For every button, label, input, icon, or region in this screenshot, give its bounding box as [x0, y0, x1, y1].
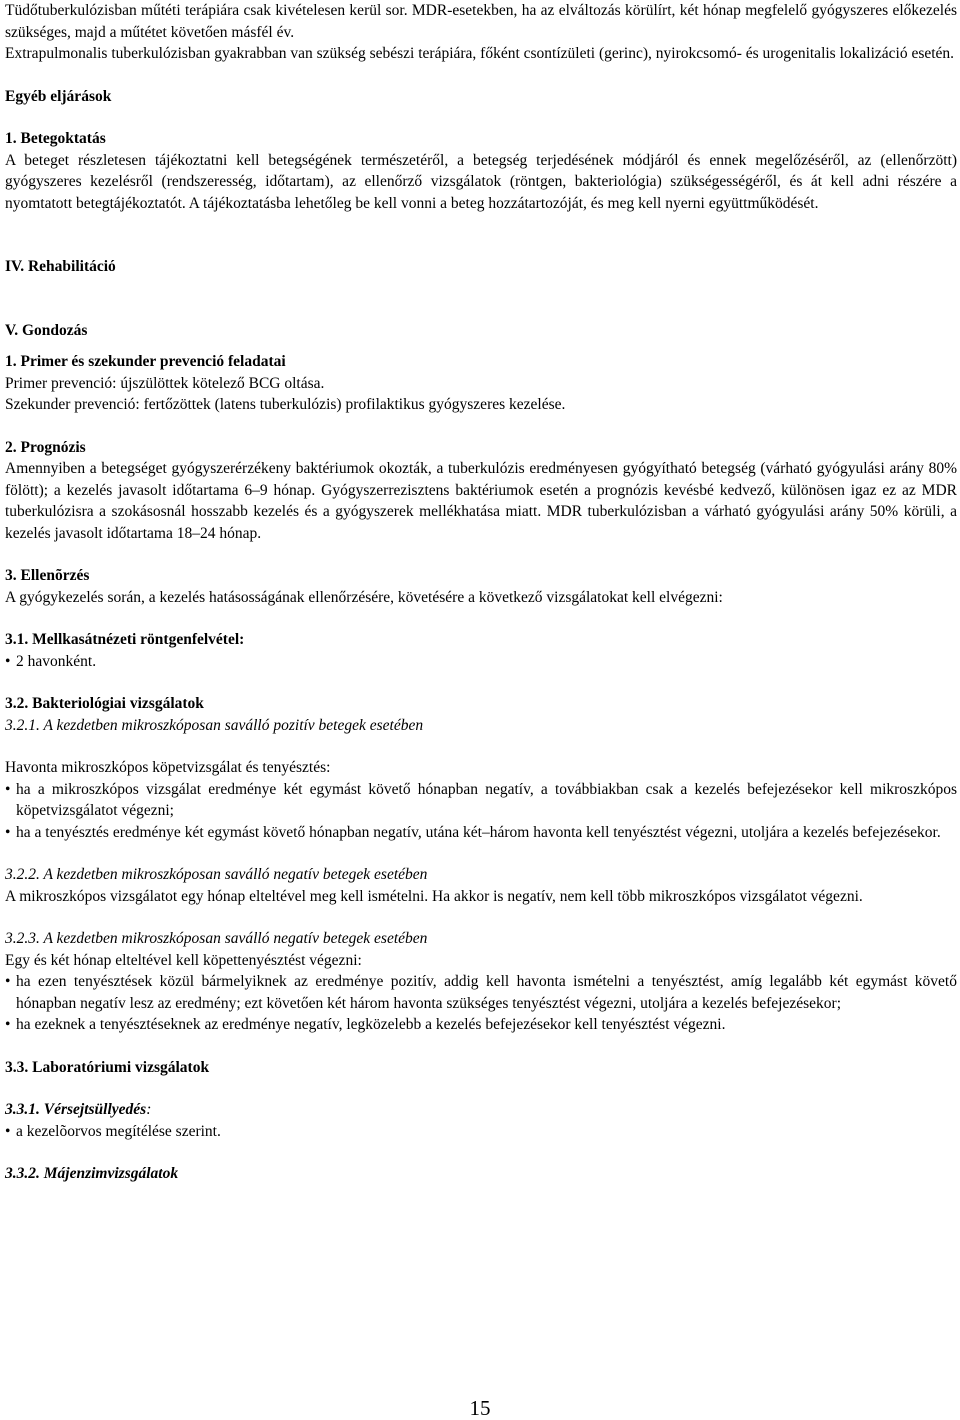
list-item: • ha a mikroszkópos vizsgálat eredménye két egymást követő hónapban negatív, a továbbiakban csak a kezelés befejezésekor kell mikroszkópos köpetvizsgálatot végezni; — [5, 779, 957, 822]
text-primary-prevention: Primer prevenció: újszülöttek kötelező BCG oltása. — [5, 374, 325, 392]
list-item: • 2 havonként. — [5, 651, 957, 673]
heading-bacteriology: 3.2. Bakteriológiai vizsgálatok — [5, 695, 204, 712]
heading-monitoring: 3. Ellenõrzés — [5, 567, 90, 584]
list-item: • a kezelõorvos megítélése szerint. — [5, 1121, 957, 1143]
paragraph-surgery-pulmonary: Tüdőtuberkulózisban műtéti terápiára csak kivételesen kerül sor. MDR-esetekben, ha az elváltozás körülírt, két hónap megfelelő gyógyszeres előkezelés szükséges, majd a műtétet követően másfél év. — [5, 2, 957, 41]
text-secondary-prevention: Szekunder prevenció: fertőzöttek (latens tuberkulózis) profilaktikus gyógyszeres kezelése. — [5, 396, 566, 413]
heading-smear-negative-1: 3.2.2. A kezdetben mikroszkóposan saválló negatív betegek esetében — [5, 866, 428, 883]
heading-patient-education: 1. Betegoktatás — [5, 130, 106, 147]
heading-smear-negative-2: 3.2.3. A kezdetben mikroszkóposan saválló negatív betegek esetében — [5, 930, 428, 947]
heading-prevention: 1. Primer és szekunder prevenció feladatai — [5, 353, 286, 370]
document-page — [5, 0, 957, 1185]
heading-chest-xray: 3.1. Mellkasátnézeti röntgenfelvétel: — [5, 631, 245, 648]
heading-smear-positive: 3.2.1. A kezdetben mikroszkóposan saválló pozitív betegek esetében — [5, 716, 424, 734]
text-monthly-exam: Havonta mikroszkópos köpetvizsgálat és tenyésztés: — [5, 759, 331, 776]
heading-other-procedures: Egyéb eljárások — [5, 87, 112, 105]
bullet-icon: • — [5, 823, 11, 841]
heading-laboratory: 3.3. Laboratóriumi vizsgálatok — [5, 1058, 210, 1076]
paragraph-patient-education: A beteget részletesen tájékoztatni kell betegségének természetéről, a betegség terjedésének módjáról és ennek megelőzéséről, az (ellenőrzött) gyógyszeres kezelésről (rendszeresség, időtartam), az ellenőrző vizsgálatok (röntgen, bakteriológia) szükségességéről, és át kell adni részére a nyomtatott betegtájékoztatót. A tájékoztatásba lehetőleg be kell vonni a beteg hozzátartozóját, és meg kell nyerni együttműködését. — [5, 151, 957, 212]
heading-liver-enzymes: 3.3.2. Májenzimvizsgálatok — [5, 1165, 179, 1182]
heading-esr: 3.3.1. Vérsejtsüllyedés: — [5, 1101, 152, 1118]
page-number: 15 — [469, 1396, 491, 1420]
text-culture-intro: Egy és két hónap elteltével kell köpettenyésztést végezni: — [5, 951, 362, 969]
bullet-icon: • — [5, 652, 11, 670]
paragraph-smear-negative-1: A mikroszkópos vizsgálatot egy hónap elteltével meg kell ismételni. Ha akkor is negatív, nem kell több mikroszkópos vizsgálatot végezni. — [5, 887, 863, 905]
paragraph-monitoring: A gyógykezelés során, a kezelés hatásosságának ellenőrzésére, követésére a következő vizsgálatokat kell elvégezni: — [5, 588, 723, 606]
bullet-icon: • — [5, 1122, 11, 1140]
bullet-icon: • — [5, 780, 11, 798]
paragraph-prognosis: Amennyiben a betegséget gyógyszerérzékeny baktériumok okozták, a tuberkulózis eredményesen gyógyítható betegség (várható gyógyulási arány 80% fölött); a kezelés javasolt időtartama 6–9 hónap. Gyógyszerrezisztens baktériumok esetén a prognózis kevésbé kedvező, különösen igaz ez az MDR tuberkulózisra a szokásosnál hosszabb kezelés és a gyógyszerek mellékhatása miatt. MDR tuberkulózisban a várható gyógyulási arány 50% körüli, a kezelés javasolt időtartama 18–24 hónap. — [5, 460, 957, 542]
heading-care: V. Gondozás — [5, 321, 88, 339]
bullet-icon: • — [5, 1016, 11, 1033]
list-item: • ha a tenyésztés eredménye két egymást követő hónapban negatív, utána két–három havonta kell tenyésztést végezni, utoljára a kezelés befejezésekor. — [5, 822, 957, 844]
bullet-icon: • — [5, 973, 11, 990]
heading-rehabilitation: IV. Rehabilitáció — [5, 258, 116, 275]
heading-prognosis: 2. Prognózis — [5, 438, 86, 456]
list-item: • ha ezen tenyésztések közül bármelyiknek az eredménye pozitív, addig kell havonta ismételni a tenyésztést, amíg legalább két egymást követő hónapban negatív lesz az eredmény; ezt követően két három havonta szükséges tenyésztést végezni, utoljára a kezelés befejezésekor; — [5, 971, 957, 1014]
list-item: • ha ezeknek a tenyésztéseknek az eredménye negatív, legközelebb a kezelés befejezésekor kell tenyésztést végezni. — [5, 1014, 957, 1036]
paragraph-surgery-extrapulmonary: Extrapulmonalis tuberkulózisban gyakrabban van szükség sebészi terápiára, főként csontízületi (gerinc), nyirokcsomó- és urogenitalis lokalizáció esetén. — [5, 45, 955, 62]
